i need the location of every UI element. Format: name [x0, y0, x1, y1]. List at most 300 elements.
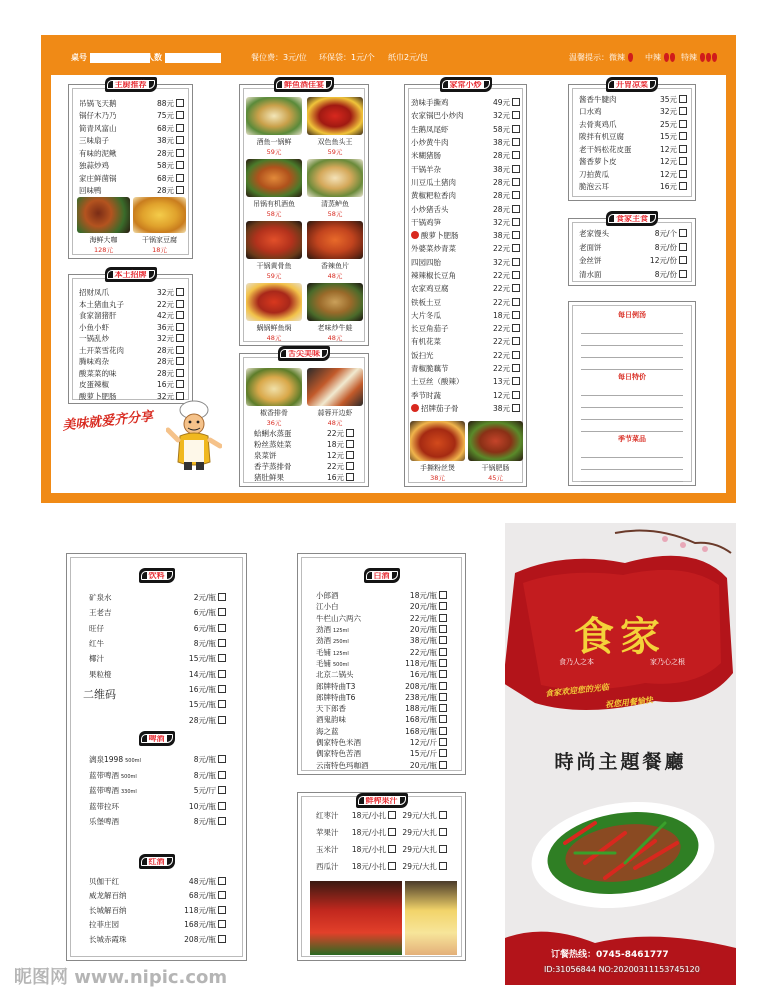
item-price: 20元/瓶: [410, 601, 447, 612]
item-price: 16元: [157, 379, 184, 390]
item-name: [411, 350, 493, 361]
item-name: [89, 905, 184, 916]
photo-vermicelli: [410, 421, 465, 461]
item-name-text: 金丝饼: [579, 256, 602, 266]
item-volume: 330ml: [121, 789, 137, 796]
item-name-text: 小鱼小虾: [79, 322, 109, 332]
item-name-text: 大片冬瓜: [411, 310, 441, 320]
item-price: 68元/瓶: [189, 890, 226, 901]
stir-fry-list: [411, 96, 520, 415]
item-price: 8元/瓶: [194, 770, 226, 781]
price-large: 29元/大扎: [402, 861, 447, 872]
item-price: 22元: [493, 350, 520, 361]
item-name: [89, 785, 194, 796]
photo-fish-dish: [307, 159, 363, 197]
item-name: [316, 760, 410, 771]
item-price: 32元: [493, 217, 520, 228]
item-name-text: 红枣汁: [316, 811, 339, 820]
menu-row: [411, 216, 520, 229]
item-name: [316, 590, 410, 601]
bag-fee-label: 环保袋：1元/个: [319, 53, 375, 62]
item-name: [79, 98, 157, 109]
menu-row: [79, 287, 184, 299]
menu-row: [89, 799, 226, 815]
photo-caption-name: 双色鱼头王: [317, 138, 353, 146]
item-name: [79, 379, 157, 390]
item-name: [579, 156, 660, 167]
item-price: 22元: [493, 243, 520, 254]
item-name-text: 腾味鸡杂: [79, 357, 109, 367]
item-name: [316, 658, 405, 669]
item-name: [411, 204, 493, 215]
photo-caption: [307, 261, 363, 280]
item-name-text: 蛤蜊水蒸蛋: [254, 429, 292, 438]
fish-panel: [239, 80, 369, 346]
item-name: [89, 592, 194, 603]
item-name-text: 王老吉: [89, 608, 112, 618]
seat-fee-label: 餐位费：3元/位: [251, 53, 307, 62]
item-name-text: 四园四胎: [411, 257, 441, 267]
menu-row: [79, 333, 184, 345]
photo-caption-name: 香辣鱼片: [321, 262, 349, 270]
item-name-text: 天下郎香: [316, 704, 346, 714]
item-name-text: 皮蛋辣椒: [79, 380, 109, 390]
item-name-text: 招财凤爪: [79, 288, 109, 298]
photo-shrimp: [307, 368, 363, 406]
item-name-text: 红牛: [89, 639, 104, 649]
item-price: 38元: [493, 230, 520, 241]
price-small: 18元/小扎: [352, 844, 397, 855]
menu-row: [254, 439, 354, 450]
item-name: [411, 310, 493, 321]
hotline: 订餐热线：0745-8461777: [551, 950, 669, 960]
menu-row: [89, 605, 226, 620]
item-price: 32元: [493, 257, 520, 268]
daily-soup-label: 每日例汤: [618, 311, 646, 319]
menu-row: [579, 254, 687, 268]
stir-fry-panel: [404, 80, 527, 487]
menu-row: [411, 123, 520, 136]
welcome-line-2: 祝您用餐愉快: [604, 695, 654, 710]
item-price: 20元/瓶: [410, 760, 447, 771]
photo-caption: [246, 323, 302, 342]
price-large: 29元/大扎: [402, 827, 447, 838]
spicy-mid-label: 中辣: [645, 52, 675, 63]
item-name-text: 乐堡啤酒: [89, 817, 119, 827]
menu-row: [79, 379, 184, 391]
item-name-text: 长城解百纳: [89, 905, 127, 915]
item-name-text: 川豆瓜土猪肉: [411, 177, 456, 187]
item-name-text: 劲酒: [316, 636, 331, 646]
chef-special-list: [79, 97, 184, 197]
menu-row: [411, 229, 520, 242]
menu-row: [79, 299, 184, 311]
item-name: [411, 270, 493, 281]
item-price: 8元/瓶: [194, 754, 226, 765]
menu-row: [411, 242, 520, 255]
menu-row: [411, 375, 520, 388]
item-price: 32元: [157, 391, 184, 402]
price-small: 18元/小扎: [352, 861, 397, 872]
item-name-text: 玉米汁: [316, 845, 339, 854]
photo-caption: [307, 199, 363, 218]
photo-caption-intestine: 干锅肥肠 45元: [481, 464, 510, 482]
item-price: 22元: [493, 270, 520, 281]
item-name: [89, 653, 189, 664]
juice-list: [316, 807, 447, 875]
item-name-text: 米糊猪肠: [411, 151, 441, 161]
item-name: [579, 169, 660, 180]
photo-caption-ribs: 椒香排骨 36元: [260, 409, 288, 427]
item-price: 22元: [327, 428, 354, 439]
photo-caption-price: 59元: [266, 272, 282, 280]
drinks-panel: [66, 553, 247, 961]
item-name: [411, 177, 493, 188]
menu-row: [254, 428, 354, 439]
staple-title: 食家主食: [606, 211, 658, 226]
menu-row: [79, 368, 184, 380]
item-price: 32元: [660, 106, 687, 117]
item-name-text: 长城赤霞珠: [89, 934, 127, 944]
photo-caption-vermicelli: 手撕粉丝煲 38元: [420, 464, 455, 482]
item-price: 15元/斤: [410, 748, 447, 759]
menu-row: [79, 110, 184, 123]
menu-row: [316, 624, 447, 635]
menu-row: [79, 122, 184, 135]
photo-caption: [246, 199, 302, 218]
item-name-text: 猪肚鲜果: [254, 473, 284, 482]
item-name: [89, 770, 194, 781]
item-price: 10元/瓶: [189, 801, 226, 812]
item-name-text: 独蒜炒鸡: [79, 161, 109, 171]
item-name: [411, 283, 493, 294]
item-name: [79, 356, 157, 367]
menu-row: [89, 768, 226, 784]
item-name-text: 酱香萝卜皮: [579, 157, 617, 167]
item-price: 168元/瓶: [405, 726, 447, 737]
paper-fee-label: 纸巾2元/包: [388, 53, 428, 62]
item-name-text: 郎牌特曲T3: [316, 681, 356, 691]
item-name: [411, 297, 493, 308]
item-name: [411, 336, 493, 347]
price-large: 29元/大扎: [402, 810, 447, 821]
item-price: 32元: [493, 110, 520, 121]
photo-tofu: [133, 197, 186, 233]
item-name: [79, 287, 157, 298]
item-name-text: 饭扫光: [411, 350, 434, 360]
item-price: 12元/斤: [410, 737, 447, 748]
item-name: [411, 150, 493, 161]
item-name-text: 江小白: [316, 602, 339, 612]
item-name-text: 云南特色玛咖酒: [316, 760, 369, 770]
welcome-line-1: 食家欢迎您的光临: [544, 682, 610, 699]
item-name: [579, 255, 650, 266]
liquor-list: [316, 590, 447, 771]
menu-row: [411, 402, 520, 415]
item-name-text: 本土猪血丸子: [79, 299, 124, 309]
menu-row: [254, 450, 354, 461]
specials-board-panel: [568, 301, 696, 486]
item-price: 208元/瓶: [405, 681, 447, 692]
photo-caption-name: 酒鱼一锅鲜: [256, 138, 292, 146]
item-price: 118元/瓶: [184, 905, 226, 916]
menu-row: [316, 807, 447, 824]
item-name-text: 招牌茄子骨: [421, 403, 459, 413]
item-name: [579, 269, 655, 280]
item-name-text: 酱香牛腱肉: [579, 94, 617, 104]
item-price: 38元: [157, 135, 184, 146]
photo-caption-1: 海鲜大咖 128元: [89, 236, 118, 254]
photo-intestine: [468, 421, 523, 461]
item-name-text: 食家溜猪肝: [79, 311, 117, 321]
item-name-text: 一锅乱炒: [79, 334, 109, 344]
item-name-text: 老干妈松花皮蛋: [579, 144, 632, 154]
item-name: [89, 934, 184, 945]
item-name: [316, 844, 352, 855]
photo-caption-price: 58元: [266, 210, 282, 218]
chef-special-title: 主厨推荐: [105, 77, 157, 92]
item-price: 168元/瓶: [184, 919, 226, 930]
menu-row: [316, 858, 447, 875]
persons-label: 人数: [146, 52, 221, 63]
item-name-text: 泉菜饼: [254, 451, 277, 460]
item-name-text: 酸菜菜的味: [79, 368, 117, 378]
item-name-text: 生鹅凤尾虾: [411, 124, 449, 134]
gluttony-panel: [239, 349, 369, 487]
item-price: 28元: [493, 204, 520, 215]
item-name: [579, 242, 655, 253]
menu-row: [89, 712, 226, 727]
menu-header: [41, 35, 736, 75]
item-name: [79, 173, 157, 184]
item-name: [316, 737, 410, 748]
photo-ribs: [246, 368, 302, 406]
item-name-text: 土豆丝（酸辣）: [411, 377, 464, 387]
qr-label: 二维码: [83, 688, 116, 701]
item-price: 13元: [493, 376, 520, 387]
item-name: [89, 623, 194, 634]
cold-dish-title: 开胃凉菜: [606, 77, 658, 92]
item-price: 168元/瓶: [405, 714, 447, 725]
item-name: [254, 472, 327, 483]
item-name: [254, 428, 327, 439]
photo-caption-shrimp: 蒜蓉开边虾 48元: [317, 409, 353, 427]
item-name: [316, 613, 410, 624]
item-price: 22元: [493, 297, 520, 308]
item-price: 16元: [660, 181, 687, 192]
item-volume: 125ml: [333, 628, 349, 635]
price-large: 29元/大扎: [402, 844, 447, 855]
item-name-text: 郎牌特曲T6: [316, 692, 356, 702]
item-price: 68元: [157, 123, 184, 134]
item-price: 118元/瓶: [405, 658, 447, 669]
item-name: [316, 635, 410, 646]
menu-row: [79, 135, 184, 148]
photo-caption-name: 吊锅有机酒鱼: [253, 200, 295, 208]
menu-row: [579, 268, 687, 282]
menu-row: [79, 322, 184, 334]
item-name-text: 简青风富山: [79, 123, 117, 133]
item-name-text: 矿泉水: [89, 593, 112, 603]
item-name-text: 清水面: [579, 269, 602, 279]
photo-caption: [246, 261, 302, 280]
item-name-text: 偶家特色米酒: [316, 738, 361, 747]
item-price: 28元: [493, 177, 520, 188]
photo-seafood-big: [77, 197, 130, 233]
item-name-text: 家庄鲜菌锅: [79, 173, 117, 183]
photo-fish-dish: [246, 97, 302, 135]
item-price: 15元/瓶: [189, 653, 226, 664]
item-name-text: 毛铺: [316, 647, 331, 657]
item-name-text: 干锅鸡笋: [411, 217, 441, 227]
item-price: 22元: [157, 299, 184, 310]
menu-row: [89, 651, 226, 666]
item-volume: 500ml: [125, 758, 141, 765]
item-name-text: 西瓜汁: [316, 862, 339, 871]
menu-row: [316, 748, 447, 759]
menu-row: [79, 160, 184, 173]
item-name: [316, 827, 352, 838]
item-name-text: 陂拌有机豆腐: [579, 132, 624, 142]
item-name: [579, 144, 660, 155]
item-name: [89, 876, 189, 887]
menu-row: [79, 345, 184, 357]
menu-row: [254, 461, 354, 472]
signature-icon: [411, 231, 419, 239]
menu-row: [411, 335, 520, 348]
item-price: 238元/瓶: [405, 692, 447, 703]
menu-row: [79, 172, 184, 185]
menu-row: [411, 362, 520, 375]
menu-row: [316, 635, 447, 646]
photo-watermelon-juice: [310, 881, 402, 955]
item-name: [411, 97, 493, 108]
item-price: 32元: [157, 333, 184, 344]
photo-fish-dish: [246, 221, 302, 259]
photo-caption-price: 48元: [266, 334, 282, 342]
item-price: 8元/份: [655, 269, 687, 280]
house-special-list: [79, 287, 184, 402]
photo-fish-dish: [246, 159, 302, 197]
menu-row: [89, 783, 226, 799]
item-price: 16元: [327, 472, 354, 483]
item-price: 18元: [493, 310, 520, 321]
staple-panel: [568, 214, 696, 286]
item-price: 28元: [157, 185, 184, 196]
item-name: [79, 333, 157, 344]
item-price: 88元: [157, 98, 184, 109]
photo-caption: [307, 323, 363, 342]
item-name: [411, 257, 493, 268]
item-name-text: 椰汁: [89, 654, 104, 664]
item-name: [79, 310, 157, 321]
menu-row: [411, 282, 520, 295]
gluttony-list: [254, 428, 354, 483]
item-name: [79, 110, 157, 121]
item-price: 28元/瓶: [189, 715, 226, 726]
item-name-text: 有味的泥鳅: [79, 148, 117, 158]
menu-row: [411, 202, 520, 215]
item-name-text: 季节时蔬: [411, 390, 441, 400]
item-name-text: 去骨爽鸡爪: [579, 119, 617, 129]
menu-row: [411, 349, 520, 362]
menu-row: [316, 669, 447, 680]
item-name-text: 脆泡云耳: [579, 182, 609, 192]
item-name: [411, 323, 493, 334]
menu-row: [254, 472, 354, 483]
item-price: 6元/瓶: [194, 607, 226, 618]
item-price: 28元: [493, 190, 520, 201]
item-name-text: 苹果汁: [316, 828, 339, 837]
house-special-panel: [68, 270, 193, 404]
staple-list: [579, 227, 687, 281]
cold-dish-list: [579, 93, 687, 193]
item-name: [411, 376, 493, 387]
photo-caption-name: 蜗锅鲜鱼焖: [256, 324, 292, 332]
menu-row: [411, 269, 520, 282]
photo-caption: [246, 137, 302, 156]
item-name-text: 蓝带啤酒: [89, 770, 119, 780]
item-name: [411, 190, 493, 201]
item-price: 32元: [157, 287, 184, 298]
item-price: 12元: [660, 156, 687, 167]
photo-caption-name: 干锅黄骨鱼: [256, 262, 292, 270]
menu-row: [411, 189, 520, 202]
juice-panel: [297, 792, 466, 961]
item-price: 28元: [493, 150, 520, 161]
menu-row: [579, 143, 687, 156]
menu-row: [316, 714, 447, 725]
photo-caption-price: 58元: [327, 210, 343, 218]
menu-row: [316, 613, 447, 624]
item-name-text: 回味鸭: [79, 186, 102, 196]
menu-row: [411, 162, 520, 175]
item-name: [79, 185, 157, 196]
item-price: 12元: [327, 450, 354, 461]
item-name-text: 老家馒头: [579, 229, 609, 239]
menu-row: [89, 621, 226, 636]
item-name: [316, 703, 405, 714]
menu-row: [89, 666, 226, 681]
item-price: 22元: [327, 461, 354, 472]
item-price: 12元: [493, 390, 520, 401]
menu-row: [316, 824, 447, 841]
house-special-title: 本土招牌: [105, 267, 157, 282]
item-name-text: 漓泉1998: [89, 755, 124, 765]
menu-row: [316, 841, 447, 858]
item-name-text: 三味扇子: [79, 136, 109, 146]
photo-fish-dish: [307, 283, 363, 321]
beer-list: [89, 752, 226, 830]
item-name: [411, 137, 493, 148]
item-name-text: 酒鬼韵味: [316, 715, 346, 725]
menu-row: [89, 903, 226, 918]
spicy-mild-label: 温馨提示：微辣: [569, 52, 633, 63]
juice-title: 鲜榨果汁: [356, 793, 408, 808]
item-name-text: 小郎酒: [316, 591, 339, 601]
item-name: [411, 110, 493, 121]
item-price: 22元: [493, 336, 520, 347]
menu-row: [579, 227, 687, 241]
item-name-text: 口水鸡: [579, 107, 602, 117]
item-price: 12元: [660, 169, 687, 180]
item-name: [89, 754, 194, 765]
item-price: 58元: [157, 160, 184, 171]
menu-row: [89, 874, 226, 889]
menu-row: [89, 636, 226, 651]
item-price: 25元: [660, 119, 687, 130]
item-price: 16元/瓶: [410, 669, 447, 680]
